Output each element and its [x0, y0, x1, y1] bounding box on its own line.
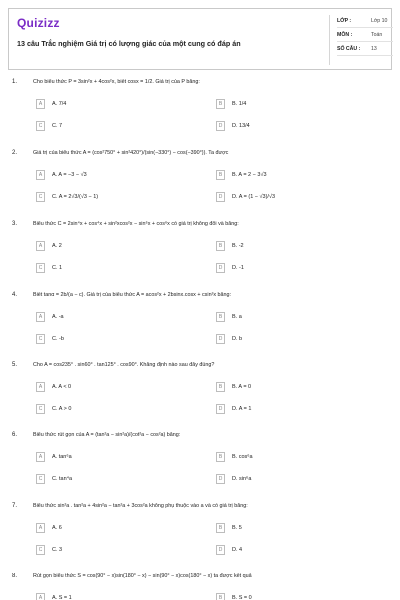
- option-text: C. tan⁴a: [52, 476, 73, 482]
- meta-divider: [337, 55, 393, 56]
- option-text: C. A = 2√3/(√3 − 1): [52, 194, 99, 200]
- option-letter-box: D: [216, 263, 225, 273]
- question-text: Cho biểu thức P = 3sin²x + 4cos²x, biết cosx = 1/2. Giá trị của P bằng:: [33, 79, 200, 85]
- option-text: A. -a: [52, 314, 64, 320]
- option-a[interactable]: [36, 452, 196, 464]
- option-b[interactable]: [216, 452, 376, 464]
- option-a[interactable]: [36, 312, 196, 324]
- option-text: C. 1: [52, 265, 63, 271]
- option-letter-box: B: [216, 312, 225, 322]
- option-c[interactable]: [36, 263, 196, 275]
- option-letter-box: A: [36, 99, 45, 109]
- option-a[interactable]: [36, 241, 196, 253]
- question-number: 1.: [12, 79, 18, 85]
- option-letter-box: D: [216, 121, 225, 131]
- option-letter-box: C: [36, 334, 45, 344]
- option-text: A. 6: [52, 525, 62, 531]
- meta-divider: [337, 41, 393, 42]
- question-number: 6.: [12, 432, 18, 438]
- worksheet-header: [8, 8, 392, 70]
- option-letter-box: D: [216, 334, 225, 344]
- option-a[interactable]: [36, 523, 196, 535]
- meta-count-label: SỐ CÂU :: [337, 46, 361, 52]
- option-b[interactable]: [216, 523, 376, 535]
- option-letter-box: B: [216, 99, 225, 109]
- question-number: 3.: [12, 221, 18, 227]
- option-b[interactable]: [216, 593, 376, 600]
- option-text: D. 13/4: [232, 123, 250, 129]
- option-text: A. S = 1: [52, 595, 72, 600]
- meta-class-label: LỚP :: [337, 18, 352, 24]
- option-d[interactable]: [216, 404, 376, 416]
- option-text: B. cos⁶a: [232, 454, 253, 460]
- option-text: D. A = (1 − √3)/√3: [232, 194, 276, 200]
- option-d[interactable]: [216, 545, 376, 557]
- meta-subject-value: Toán: [371, 32, 383, 38]
- option-text: A. tan⁶a: [52, 454, 72, 460]
- option-c[interactable]: [36, 192, 196, 204]
- option-text: C. 3: [52, 547, 63, 553]
- option-b[interactable]: [216, 99, 376, 111]
- option-d[interactable]: [216, 334, 376, 346]
- option-text: C. -b: [52, 336, 64, 342]
- option-d[interactable]: [216, 474, 376, 486]
- option-text: D. b: [232, 336, 243, 342]
- option-text: D. sin⁶a: [232, 476, 252, 482]
- option-text: B. S = 0: [232, 595, 252, 600]
- question-7: [0, 503, 400, 573]
- option-letter-box: D: [216, 474, 225, 484]
- option-a[interactable]: [36, 593, 196, 600]
- meta-subject-label: MÔN :: [337, 32, 353, 38]
- question-1: [0, 79, 400, 149]
- option-a[interactable]: [36, 99, 196, 111]
- option-letter-box: A: [36, 241, 45, 251]
- question-text: Biểu thức sin²a . tan²a + 4sin²a − tan²a + 3cos²a không phụ thuộc vào a và có giá trị bằng:: [33, 503, 248, 509]
- option-letter-box: B: [216, 382, 225, 392]
- question-text: Rút gọn biểu thức S = cos(90° − x)sin(180° − x) − sin(90° − x)cos(180° − x) ta được kết quả: [33, 573, 252, 579]
- option-letter-box: D: [216, 192, 225, 202]
- option-b[interactable]: [216, 312, 376, 324]
- option-c[interactable]: [36, 404, 196, 416]
- option-b[interactable]: [216, 170, 376, 182]
- quizizz-logo: Quizizz: [17, 16, 60, 30]
- option-b[interactable]: [216, 241, 376, 253]
- option-text: B. 5: [232, 525, 242, 531]
- option-c[interactable]: [36, 474, 196, 486]
- meta-class: [337, 15, 389, 27]
- meta-divider: [337, 27, 393, 28]
- question-text: Biểu thức rút gọn của A = (tan²a − sin²a)/(cot²a − cos²a) bằng:: [33, 432, 181, 438]
- question-text: Cho A = cos235° . sin60° . tan125° . cos90°. Khẳng định nào sau đây đúng?: [33, 362, 215, 368]
- meta-class-value: Lớp 10: [371, 18, 388, 24]
- question-4: [0, 292, 400, 362]
- option-text: B. 1/4: [232, 101, 247, 107]
- option-text: B. A = 0: [232, 384, 252, 390]
- option-letter-box: B: [216, 452, 225, 462]
- option-letter-box: B: [216, 241, 225, 251]
- option-text: A. 2: [52, 243, 62, 249]
- option-text: B. A = 2 − 3√3: [232, 172, 267, 178]
- option-d[interactable]: [216, 121, 376, 133]
- option-text: D. 4: [232, 547, 243, 553]
- option-text: C. 7: [52, 123, 63, 129]
- option-b[interactable]: [216, 382, 376, 394]
- option-letter-box: A: [36, 523, 45, 533]
- meta-subject: [337, 29, 389, 41]
- option-text: A. A = −3 − √3: [52, 172, 87, 178]
- question-8: [0, 573, 400, 600]
- question-2: [0, 150, 400, 220]
- header-divider: [329, 15, 330, 65]
- option-text: A. A < 0: [52, 384, 72, 390]
- option-c[interactable]: [36, 545, 196, 557]
- option-c[interactable]: [36, 334, 196, 346]
- option-letter-box: C: [36, 192, 45, 202]
- option-a[interactable]: [36, 382, 196, 394]
- option-letter-box: A: [36, 452, 45, 462]
- option-letter-box: B: [216, 170, 225, 180]
- option-letter-box: C: [36, 545, 45, 555]
- option-letter-box: A: [36, 312, 45, 322]
- question-5: [0, 362, 400, 432]
- option-d[interactable]: [216, 192, 376, 204]
- option-a[interactable]: [36, 170, 196, 182]
- option-letter-box: C: [36, 404, 45, 414]
- option-text: D. A = 1: [232, 406, 252, 412]
- option-letter-box: B: [216, 593, 225, 600]
- question-text: Giá trị của biểu thức A = (cos²750° + sin²420°)/(sin(−330°) − cos(−390°)). Ta được: [33, 150, 229, 156]
- option-letter-box: C: [36, 121, 45, 131]
- option-letter-box: A: [36, 170, 45, 180]
- question-number: 4.: [12, 292, 18, 298]
- meta-count: [337, 43, 389, 55]
- option-text: B. -2: [232, 243, 244, 249]
- question-3: [0, 221, 400, 291]
- option-letter-box: C: [36, 263, 45, 273]
- option-letter-box: C: [36, 474, 45, 484]
- question-text: Biểu thức C = 2sin⁴x + cos⁴x + sin²xcos²x − sin⁶x + cos⁶x có giá trị không đổi và bằng:: [33, 221, 239, 227]
- option-c[interactable]: [36, 121, 196, 133]
- option-letter-box: D: [216, 404, 225, 414]
- option-letter-box: D: [216, 545, 225, 555]
- option-text: D. -1: [232, 265, 244, 271]
- meta-count-value: 13: [371, 46, 377, 52]
- question-number: 7.: [12, 503, 18, 509]
- question-number: 8.: [12, 573, 18, 579]
- option-letter-box: A: [36, 382, 45, 392]
- option-text: A. 7/4: [52, 101, 67, 107]
- option-text: C. A > 0: [52, 406, 72, 412]
- option-letter-box: A: [36, 593, 45, 600]
- worksheet-title: 13 câu Trắc nghiệm Giá trị có lượng giác của một cung có đáp án: [17, 39, 241, 48]
- question-text: Biết tanα = 2b/(a − c). Giá trị của biểu thức A = acos²x + 2bsinx.cosx + csin²x bằng:: [33, 292, 232, 298]
- question-6: [0, 432, 400, 502]
- option-text: B. a: [232, 314, 242, 320]
- question-number: 2.: [12, 150, 18, 156]
- option-d[interactable]: [216, 263, 376, 275]
- question-number: 5.: [12, 362, 18, 368]
- option-letter-box: B: [216, 523, 225, 533]
